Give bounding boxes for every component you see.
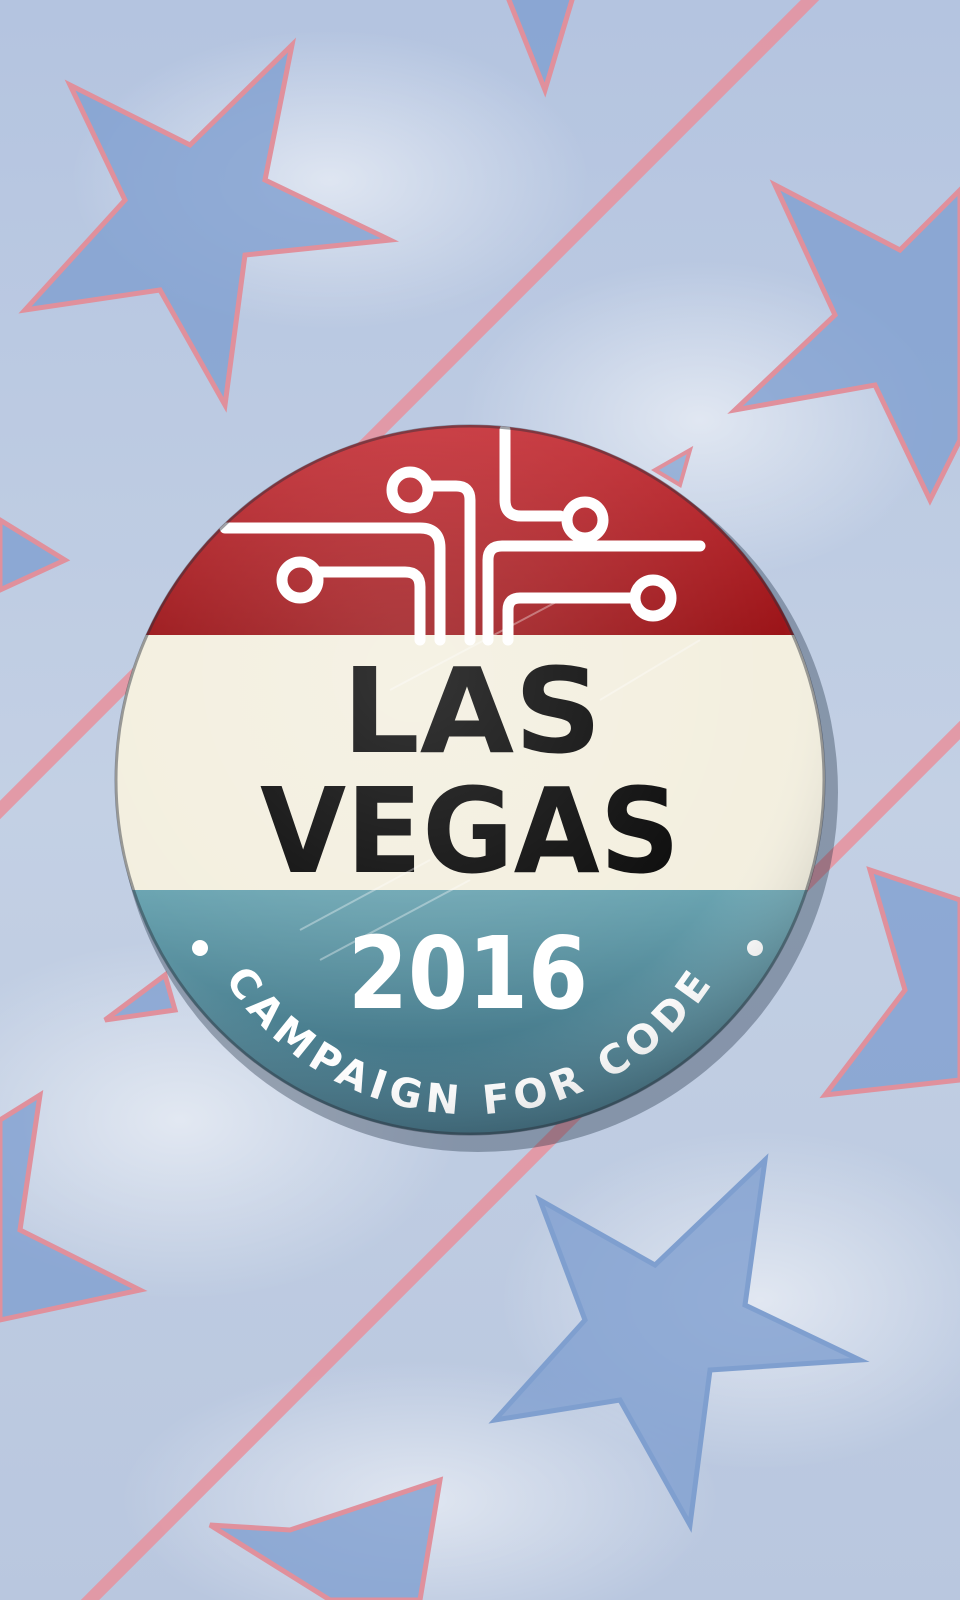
button-gloss bbox=[115, 425, 825, 1135]
